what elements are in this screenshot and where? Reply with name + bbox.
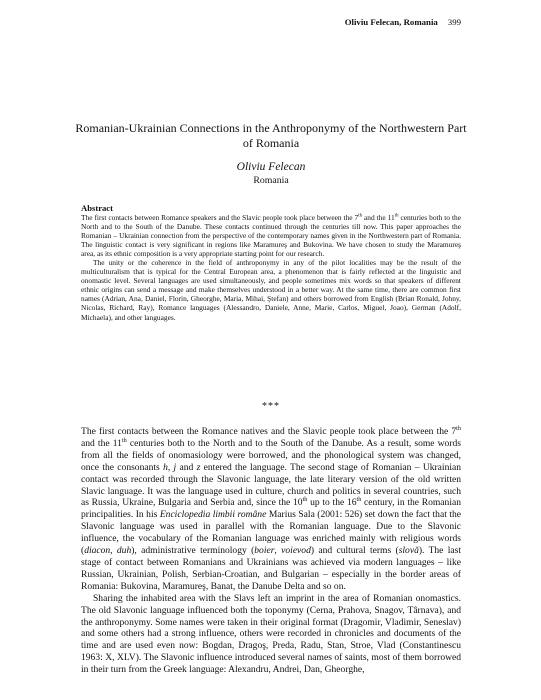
- text-run: The first contacts between the Romance natives and the Slavic people took place between the 7: [81, 426, 457, 437]
- superscript: th: [358, 213, 362, 219]
- superscript: th: [356, 496, 362, 504]
- abstract-paragraph-1: [81, 213, 461, 258]
- text-run: entered the language. The second stage of Romanian – Ukrainian contact was recorded through the Slavonic language, the late literary version of the old written Slavic language. It was the language used in culture, church and politics in several countries, such as Russia, Ukraine, Bulgaria and Serbia and, since the 10: [81, 461, 462, 509]
- italic-word: voievod: [281, 545, 311, 557]
- italic-consonant: z: [196, 461, 201, 473]
- italic-word: boier: [254, 545, 275, 557]
- text-run: up to the 16: [307, 497, 357, 509]
- running-head: [345, 17, 461, 28]
- text-run: centuries both to the North and to the South of the Danube. As a result, some words from all the fields of onomasiology were borrowed, and the phonological system was changed, once the consonants: [81, 437, 461, 473]
- italic-word: duh: [116, 545, 132, 557]
- superscript: th: [394, 213, 399, 219]
- text-run: ) and cultural terms (: [310, 545, 399, 557]
- body-paragraph-2: Sharing the inhabited area with the Slavs left an imprint in the area of Romanian onomastics. The old Slavonic language influenced both the toponymy (Cerna, Prahova, Snagov, Târnava), and the anthroponymy. Some names were taken in their original format (Dragomir, Vladimir, Seneslav) and some others had a strong influence, others were recorded in chronicles and documents of the time and are used even now: Bogdan, Dragoş, Preda, Radu, Stan, Stroe, Vlad (Constantinescu 1963: X, XLV). The Slavonic influence introduced several names of saints, most of them borrowed in their turn from the Greek language: Alexandru, Andrei, Dan, Gheorghe,: [81, 592, 461, 676]
- abstract-heading: Abstract: [81, 203, 113, 213]
- section-separator: ***: [262, 401, 280, 412]
- abstract-text: [81, 213, 461, 322]
- body-paragraph-1: [81, 426, 461, 593]
- text-run: and the 11: [362, 213, 395, 222]
- italic-consonant: h: [163, 461, 168, 473]
- text-run: and the 11: [81, 437, 122, 449]
- author-affiliation: Romania: [253, 175, 289, 186]
- superscript: th: [121, 436, 127, 444]
- italic-word: diacon: [84, 545, 111, 557]
- text-run: ), administrative terminology (: [131, 545, 255, 557]
- italic-consonant: j: [173, 461, 177, 473]
- book-title: Enciclopedia limbii române: [159, 509, 267, 521]
- superscript: th: [302, 496, 308, 504]
- text-run: Marius Sala (2001: 526) set down the fact that the Slavonic language was used in parallel with the Romanian language. Due to the Slavonic influence, the vocabulary of the Romanian language was enriched mainly with religious words (: [81, 509, 462, 557]
- superscript: th: [456, 424, 461, 432]
- text-run: ,: [274, 545, 282, 557]
- running-head-author: Oliviu Felecan, Romania: [344, 17, 438, 27]
- page-number: 399: [447, 17, 461, 27]
- text-run: century, in the Romanian principalities. In his: [81, 497, 461, 521]
- author-name: Oliviu Felecan: [236, 161, 306, 173]
- text-run: The first contacts between Romance speakers and the Slavic people took place between the 7: [81, 213, 359, 222]
- text-run: ,: [110, 545, 117, 557]
- article-title: Romanian-Ukrainian Connections in the Anthroponymy of the Northwestern Part of Romania: [75, 121, 467, 150]
- italic-word: slovă: [398, 545, 419, 557]
- text-run: and: [176, 461, 197, 473]
- abstract-paragraph-2: The unity or the coherence in the field of anthroponymy in any of the pilot localities may be the result of the multiculturalism that is typical for the Central European area, a phenomenon that is fairly reflected at the linguistic and onomastic level. Several languages are used simultaneously, and people sometimes mix words so that speakers of different ethnic origins can send a message and make themselves understood in a better way. At the same time, there are common first names (Adrian, Ana, Daniel, Florin, Gheorghe, Maria, Mihai, Ştefan) and others borrowed from English (Brian Ronald, Johny, Nicolas, Richard, Ray), Romance languages (Alessandro, Daniele, Anne, Marie, Carlos, Miguel, Joao), German (Adolf, Michaela), and other languages.: [81, 258, 461, 322]
- body-text: [81, 426, 461, 676]
- text-run: ,: [167, 461, 174, 473]
- text-run: centuries both to the North and to the South of the Danube. These contacts continued through the centuries till now. This paper approaches the Romanian – Ukrainian connection from the perspective of the contemporary names given in the Northwestern part of Romania. The linguistic contact is very significant in regions like Maramureş and Bukovina. We have chosen to study the Maramureş area, as its ethnic composition is a very appropriate starting point for our research.: [81, 213, 462, 259]
- text-run: ). The last stage of contact between Romanians and Ukrainians was achieved via modern languages – like Russian, Ukrainian, Polish, Serbian-Croatian, and Bulgarian – especially in the border areas of Romania: Bukovina, Maramureş, Banat, the Danube Delta and so on.: [81, 545, 462, 592]
